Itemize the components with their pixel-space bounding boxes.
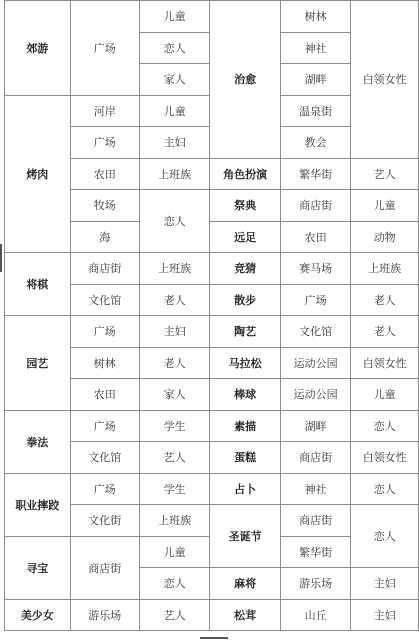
table-cell: 广场 xyxy=(70,127,139,159)
table-cell: 商店街 xyxy=(280,442,351,474)
table-cell: 农田 xyxy=(280,221,351,253)
table-cell: 恋人 xyxy=(351,473,419,505)
table-cell: 上班族 xyxy=(139,253,209,285)
table-cell: 广场 xyxy=(70,473,139,505)
activity-cell: 素描 xyxy=(210,410,281,442)
table-cell: 白领女性 xyxy=(351,442,419,474)
activity-cell: 麻将 xyxy=(210,568,281,600)
table-cell: 恋人 xyxy=(351,505,419,568)
table-cell: 儿童 xyxy=(351,190,419,222)
activity-cell: 马拉松 xyxy=(210,347,281,379)
table-cell: 恋人 xyxy=(139,190,209,253)
table-row xyxy=(5,1,419,33)
activity-cell: 祭典 xyxy=(210,190,281,222)
table-cell: 广场 xyxy=(280,284,351,316)
table-cell: 游乐场 xyxy=(70,599,139,631)
table-row xyxy=(5,599,419,631)
table-cell: 树林 xyxy=(70,347,139,379)
activity-cell: 将棋 xyxy=(5,253,71,316)
table-cell: 艺人 xyxy=(139,442,209,474)
activity-cell: 拳法 xyxy=(5,410,71,473)
activity-cell: 美少女 xyxy=(5,599,71,631)
table-cell: 神社 xyxy=(280,32,351,64)
table-cell: 主妇 xyxy=(351,599,419,631)
table-cell: 主妇 xyxy=(351,568,419,600)
table-cell: 温泉街 xyxy=(280,95,351,127)
table-cell: 繁华街 xyxy=(280,536,351,568)
table-cell: 家人 xyxy=(139,379,209,411)
table-cell: 文化馆 xyxy=(280,316,351,348)
activity-cell: 散步 xyxy=(210,284,281,316)
table-body xyxy=(5,1,419,631)
activity-cell: 圣诞节 xyxy=(210,505,281,568)
table-cell: 文化馆 xyxy=(70,442,139,474)
activity-cell: 竞猜 xyxy=(210,253,281,285)
table-cell: 恋人 xyxy=(139,32,209,64)
table-cell: 上班族 xyxy=(139,158,209,190)
table-cell: 艺人 xyxy=(351,158,419,190)
activity-table xyxy=(4,0,419,631)
table-cell: 山丘 xyxy=(280,599,351,631)
table-row xyxy=(5,316,419,348)
table-cell: 教会 xyxy=(280,127,351,159)
table-cell: 赛马场 xyxy=(280,253,351,285)
activity-cell: 治愈 xyxy=(210,1,281,159)
activity-cell: 园艺 xyxy=(5,316,71,411)
table-cell: 恋人 xyxy=(351,410,419,442)
page-edge-mark xyxy=(200,637,228,639)
activity-cell: 寻宝 xyxy=(5,536,71,599)
table-cell: 繁华街 xyxy=(280,158,351,190)
activity-cell: 远足 xyxy=(210,221,281,253)
table-cell: 商店街 xyxy=(70,253,139,285)
activity-cell: 蛋糕 xyxy=(210,442,281,474)
activity-cell: 陶艺 xyxy=(210,316,281,348)
activity-cell: 棒球 xyxy=(210,379,281,411)
table-cell: 儿童 xyxy=(139,1,209,33)
table-cell: 主妇 xyxy=(139,127,209,159)
table-cell: 商店街 xyxy=(280,190,351,222)
table-cell: 学生 xyxy=(139,410,209,442)
table-row xyxy=(5,253,419,285)
table-cell: 广场 xyxy=(70,410,139,442)
activity-cell: 烤肉 xyxy=(5,95,71,253)
table-row xyxy=(5,410,419,442)
table-cell: 上班族 xyxy=(139,505,209,537)
table-cell: 儿童 xyxy=(351,379,419,411)
table-cell: 农田 xyxy=(70,379,139,411)
activity-cell: 职业摔跤 xyxy=(5,473,71,536)
table-cell: 艺人 xyxy=(139,599,209,631)
table-cell: 广场 xyxy=(70,316,139,348)
table-cell: 湖畔 xyxy=(280,410,351,442)
table-cell: 家人 xyxy=(139,64,209,96)
table-cell: 白领女性 xyxy=(351,1,419,159)
table-cell: 文化馆 xyxy=(70,284,139,316)
table-cell: 广场 xyxy=(70,1,139,96)
table-cell: 湖畔 xyxy=(280,64,351,96)
table-row xyxy=(5,473,419,505)
table-cell: 游乐场 xyxy=(280,568,351,600)
table-cell: 商店街 xyxy=(70,536,139,599)
table-cell: 动物 xyxy=(351,221,419,253)
table-cell: 农田 xyxy=(70,158,139,190)
activity-cell: 松茸 xyxy=(210,599,281,631)
table-cell: 白领女性 xyxy=(351,347,419,379)
page-edge-mark xyxy=(0,244,2,272)
table-cell: 老人 xyxy=(139,347,209,379)
table-cell: 牧场 xyxy=(70,190,139,222)
table-cell: 老人 xyxy=(351,284,419,316)
table-cell: 商店街 xyxy=(280,505,351,537)
table-cell: 上班族 xyxy=(351,253,419,285)
activity-cell: 郊游 xyxy=(5,1,71,96)
table-cell: 学生 xyxy=(139,473,209,505)
table-cell: 老人 xyxy=(139,284,209,316)
table-cell: 老人 xyxy=(351,316,419,348)
table-cell: 运动公园 xyxy=(280,347,351,379)
table-cell: 儿童 xyxy=(139,95,209,127)
activity-cell: 角色扮演 xyxy=(210,158,281,190)
table-cell: 文化街 xyxy=(70,505,139,537)
table-cell: 儿童 xyxy=(139,536,209,568)
table-cell: 河岸 xyxy=(70,95,139,127)
table-cell: 主妇 xyxy=(139,316,209,348)
activity-cell: 占卜 xyxy=(210,473,281,505)
table-cell: 恋人 xyxy=(139,568,209,600)
table-cell: 神社 xyxy=(280,473,351,505)
table-cell: 海 xyxy=(70,221,139,253)
table-cell: 运动公园 xyxy=(280,379,351,411)
table-cell: 树林 xyxy=(280,1,351,33)
